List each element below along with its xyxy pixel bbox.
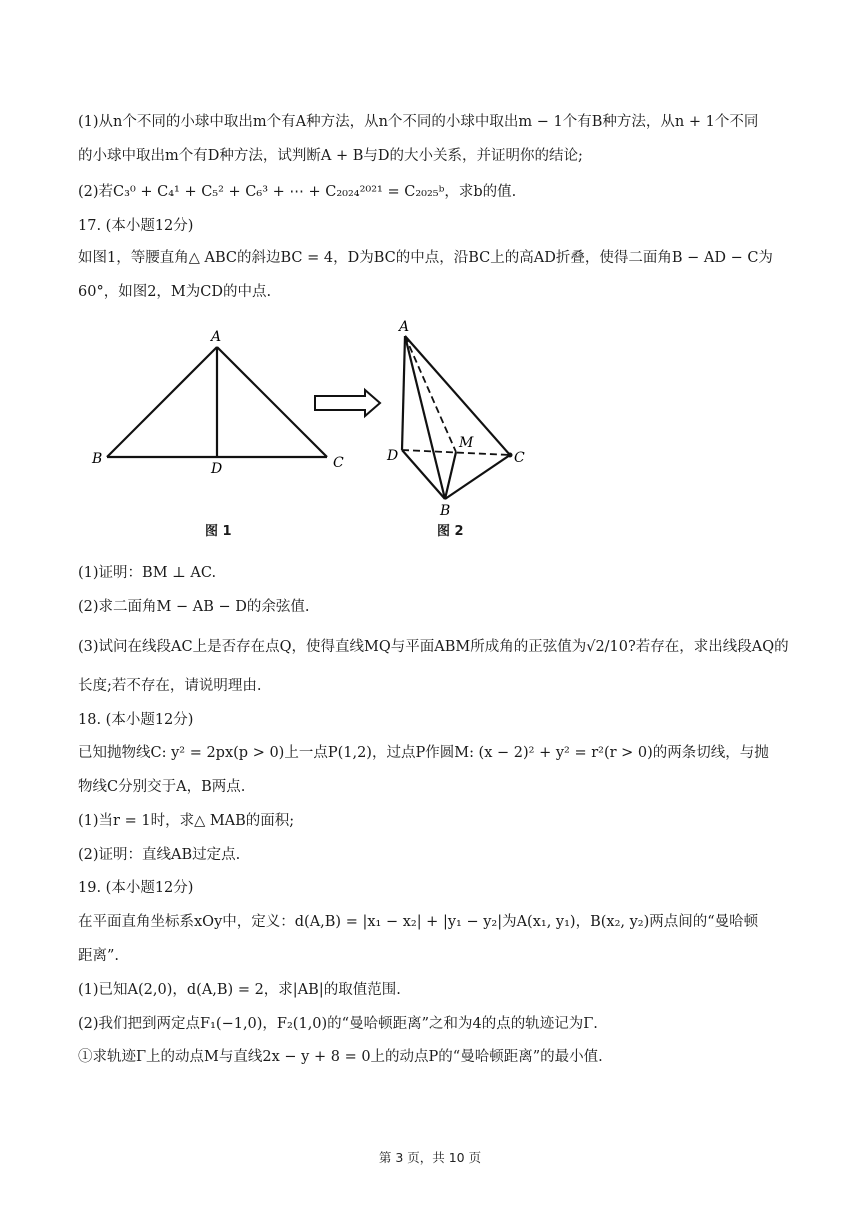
p16-part2: (2)若C₃⁰ + C₄¹ + C₅² + C₆³ + ⋯ + C₂₀₂₄²⁰²¹ = C₂₀₂₅ᵇ，求b的值.: [78, 184, 517, 200]
figure1-triangle: [91, 329, 344, 477]
p19-part2: (2)我们把到两定点F₁(−1,0)，F₂(1,0)的“曼哈顿距离”之和为4的点的轨迹记为Γ.: [78, 1016, 598, 1032]
figure2-tetrahedron: [386, 319, 525, 519]
figure1-caption: 图 1: [205, 524, 232, 539]
p19-intro-line2: 距离”.: [78, 948, 120, 964]
figure2-caption: 图 2: [437, 524, 464, 539]
figure-area: [80, 310, 540, 550]
fig2-label-c: C: [514, 450, 525, 466]
p17-intro-line2: 60°，如图2，M为CD的中点.: [78, 284, 272, 300]
p17-part1: (1)证明：BM ⊥ AC.: [78, 565, 217, 581]
fig2-label-b: B: [440, 503, 451, 519]
p17-part2: (2)求二面角M − AB − D的余弦值.: [78, 599, 310, 615]
p17-part3-line1: (3)试问在线段AC上是否存在点Q，使得直线MQ与平面ABM所成角的正弦值为√2/10?若存在，求出线段AQ的: [78, 639, 789, 655]
fold-arrow-icon: [315, 390, 380, 416]
fig1-label-d: D: [211, 461, 223, 477]
fig1-label-b: B: [92, 451, 103, 467]
p18-header: 18. (本小题12分): [78, 712, 194, 728]
fig1-label-c: C: [333, 455, 344, 471]
fig2-label-a: A: [399, 319, 410, 335]
p18-intro-line2: 物线C分别交于A，B两点.: [78, 779, 246, 795]
page-number-footer: 第 3 页，共 10 页: [378, 1150, 482, 1165]
p18-intro-line1: 已知抛物线C: y² = 2px(p > 0)上一点P(1,2)，过点P作圆M: (x − 2)² + y² = r²(r > 0)的两条切线，与抛: [78, 745, 769, 761]
p19-part1: (1)已知A(2,0)，d(A,B) = 2，求|AB|的取值范围.: [78, 982, 401, 998]
fig1-label-a: A: [211, 329, 222, 345]
p19-sub1: ①求轨迹Γ上的动点M与直线2x − y + 8 = 0上的动点P的“曼哈顿距离”的最小值.: [78, 1049, 603, 1065]
fig2-label-d: D: [387, 448, 399, 464]
p19-header: 19. (本小题12分): [78, 880, 194, 896]
p18-part1: (1)当r = 1时，求△ MAB的面积;: [78, 813, 295, 829]
p19-intro-line1: 在平面直角坐标系xOy中，定义：d(A,B) = |x₁ − x₂| + |y₁ − y₂|为A(x₁, y₁)，B(x₂, y₂)两点间的“曼哈顿: [78, 914, 759, 930]
p16-part1-line1: (1)从n个不同的小球中取出m个有A种方法，从n个不同的小球中取出m − 1个有B种方法，从n + 1个不同: [78, 114, 759, 130]
fig2-label-m: M: [459, 435, 474, 451]
p17-header: 17. (本小题12分): [78, 218, 194, 234]
p17-intro-line1: 如图1，等腰直角△ ABC的斜边BC = 4，D为BC的中点，沿BC上的高AD折叠，使得二面角B − AD − C为: [78, 250, 773, 266]
geometry-figures: [80, 310, 540, 550]
p18-part2: (2)证明：直线AB过定点.: [78, 847, 241, 863]
p16-part1-line2: 的小球中取出m个有D种方法，试判断A + B与D的大小关系，并证明你的结论;: [78, 148, 583, 164]
p17-part3-line2: 长度;若不存在，请说明理由.: [78, 678, 262, 694]
